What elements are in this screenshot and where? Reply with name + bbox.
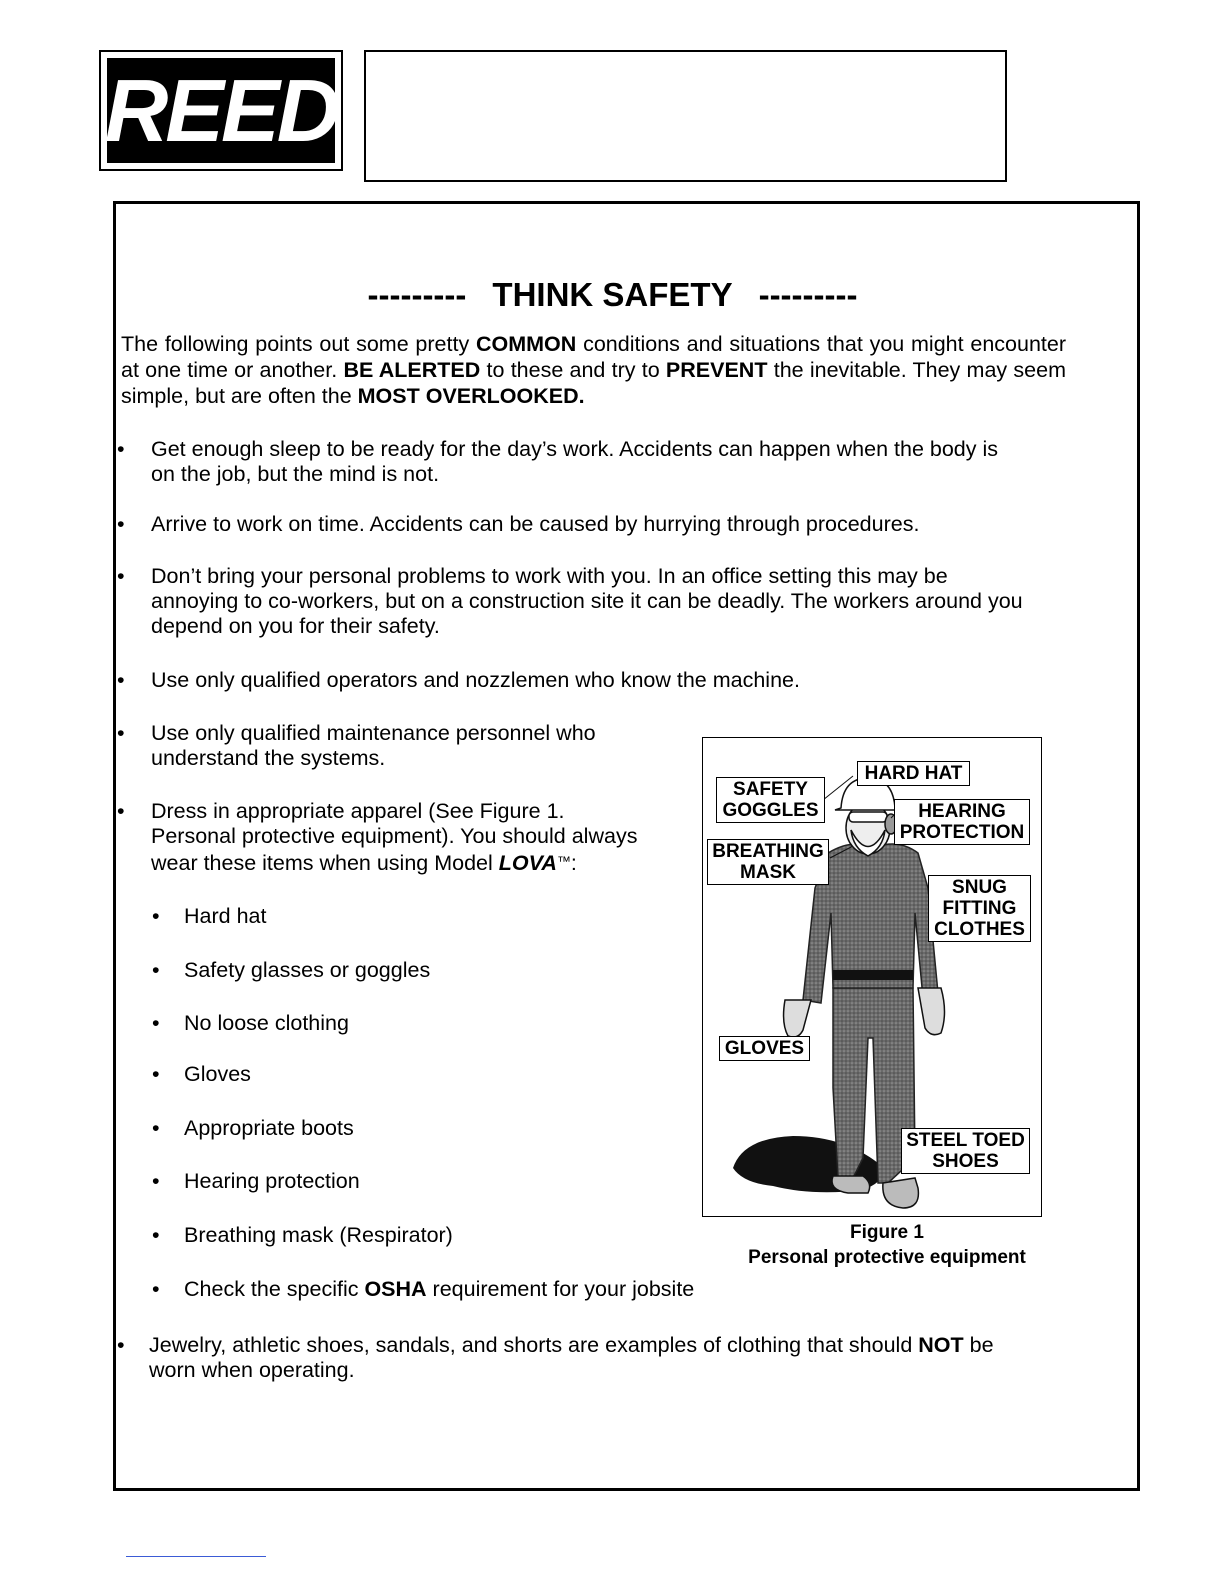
page-title	[0, 276, 1225, 314]
intro-most-overlooked: MOST OVERLOOKED.	[357, 384, 585, 408]
logo-background	[104, 58, 338, 163]
bullet-dot: •	[152, 1169, 160, 1193]
intro-prevent: PREVENT	[665, 358, 768, 382]
figure-number: Figure 1	[850, 1222, 924, 1243]
list-item-text: annoying to co-workers, but on a construction site it can be deadly. The workers around you	[151, 589, 1023, 613]
sub-item-text: Appropriate boots	[184, 1116, 354, 1140]
intro-paragraph	[121, 331, 1066, 409]
header-blank-box	[364, 50, 1007, 182]
sub-item-text: Safety glasses or goggles	[184, 958, 431, 982]
left-glove	[784, 1000, 811, 1037]
right-shoe	[883, 1178, 919, 1208]
sub-item-text: Breathing mask (Respirator)	[184, 1223, 453, 1247]
list-item-text: Get enough sleep to be ready for the day’s work. Accidents can happen when the body is	[151, 437, 999, 461]
label-snug-fitting-clothes	[928, 875, 1031, 942]
intro-be-alerted: BE ALERTED	[343, 358, 481, 382]
bullet-dot: •	[117, 799, 125, 823]
jewelry-text: Jewelry, athletic shoes, sandals, and shorts are examples of clothing that should	[149, 1333, 919, 1357]
sub-item-text: Hard hat	[184, 904, 267, 928]
label-text: HARD HAT	[864, 763, 963, 784]
title-left-dashes: ---------	[367, 276, 467, 313]
goggles	[849, 812, 887, 822]
label-breathing-mask	[707, 839, 829, 885]
bullet-dot: •	[152, 1011, 160, 1035]
label-text: SHOES	[932, 1151, 999, 1172]
dress-text: wear these items when using Model	[151, 851, 499, 875]
label-text: CLOTHES	[934, 919, 1025, 940]
list-item-text	[149, 1333, 994, 1358]
osha-bold: OSHA	[364, 1277, 427, 1301]
model-name: LOVA	[498, 851, 557, 875]
reed-logo	[99, 50, 343, 171]
bullet-dot: •	[117, 1333, 125, 1357]
list-item-text: worn when operating.	[149, 1358, 355, 1382]
label-text: BREATHING	[712, 841, 824, 862]
bullet-dot: •	[117, 512, 125, 536]
list-item-text: Personal protective equipment). You should always	[151, 824, 638, 848]
belt	[833, 970, 913, 980]
bullet-dot: •	[117, 668, 125, 692]
list-item-text: Arrive to work on time. Accidents can be caused by hurrying through procedures.	[151, 512, 920, 536]
label-text: HEARING	[918, 801, 1006, 822]
jewelry-text: be	[963, 1333, 994, 1357]
figure-caption	[702, 1220, 1072, 1270]
bullet-dot: •	[117, 564, 125, 588]
label-hard-hat	[857, 761, 970, 786]
bullet-dot: •	[152, 1116, 160, 1140]
osha-text: requirement for your jobsite	[426, 1277, 695, 1301]
list-item-text: depend on you for their safety.	[151, 614, 440, 638]
trademark: ™	[556, 853, 571, 869]
dress-colon: :	[570, 851, 577, 875]
intro-text: the inevitable. They may seem simple, but are often the	[121, 358, 1066, 408]
title-text: THINK SAFETY	[492, 276, 733, 313]
label-text: PROTECTION	[899, 822, 1025, 843]
label-text: SAFETY	[733, 779, 808, 800]
list-item-text: understand the systems.	[151, 746, 386, 770]
ppe-figure	[702, 737, 1042, 1217]
label-text: MASK	[740, 862, 796, 883]
label-steel-toed-shoes	[901, 1128, 1030, 1174]
label-safety-goggles	[716, 777, 825, 823]
intro-text: conditions and situations that you might encounter at one time or another.	[121, 332, 1066, 382]
intro-common: COMMON	[475, 332, 577, 356]
label-text: GOGGLES	[722, 800, 819, 821]
bullet-dot: •	[152, 1223, 160, 1247]
label-hearing-protection	[894, 799, 1030, 845]
list-item-text	[151, 849, 637, 876]
bullet-dot: •	[152, 1277, 160, 1301]
intro-text: to these and try to	[480, 358, 666, 382]
list-item-text: Use only qualified operators and nozzlemen who know the machine.	[151, 668, 800, 692]
jewelry-not: NOT	[918, 1333, 964, 1357]
bullet-dot: •	[152, 958, 160, 982]
label-text: STEEL TOED	[906, 1130, 1025, 1151]
intro-text: The following points out some pretty	[121, 332, 476, 356]
list-item-text: Don’t bring your personal problems to work with you. In an office setting this may be	[151, 564, 948, 588]
list-item-text: Dress in appropriate apparel (See Figure 1.	[151, 799, 565, 823]
bullet-dot: •	[152, 1062, 160, 1086]
osha-text: Check the specific	[184, 1277, 365, 1301]
label-text: SNUG	[952, 877, 1007, 898]
logo-text: REED	[104, 60, 338, 160]
label-text: FITTING	[942, 898, 1017, 919]
right-glove	[918, 988, 945, 1035]
bullet-dot: •	[117, 721, 125, 745]
footer-link-underline	[126, 1556, 266, 1557]
label-text: GLOVES	[724, 1038, 805, 1059]
sub-item-text: Hearing protection	[184, 1169, 360, 1193]
label-gloves	[719, 1036, 810, 1061]
sub-item-text: Gloves	[184, 1062, 251, 1086]
title-right-dashes: ---------	[758, 276, 858, 313]
sub-item-text	[184, 1277, 694, 1302]
list-item-text: Use only qualified maintenance personnel who	[151, 721, 596, 745]
bullet-dot: •	[117, 437, 125, 461]
figure-title: Personal protective equipment	[748, 1247, 1026, 1268]
list-item-text: on the job, but the mind is not.	[151, 462, 440, 486]
sub-item-text: No loose clothing	[184, 1011, 349, 1035]
bullet-dot: •	[152, 904, 160, 928]
left-shoe	[832, 1176, 870, 1193]
